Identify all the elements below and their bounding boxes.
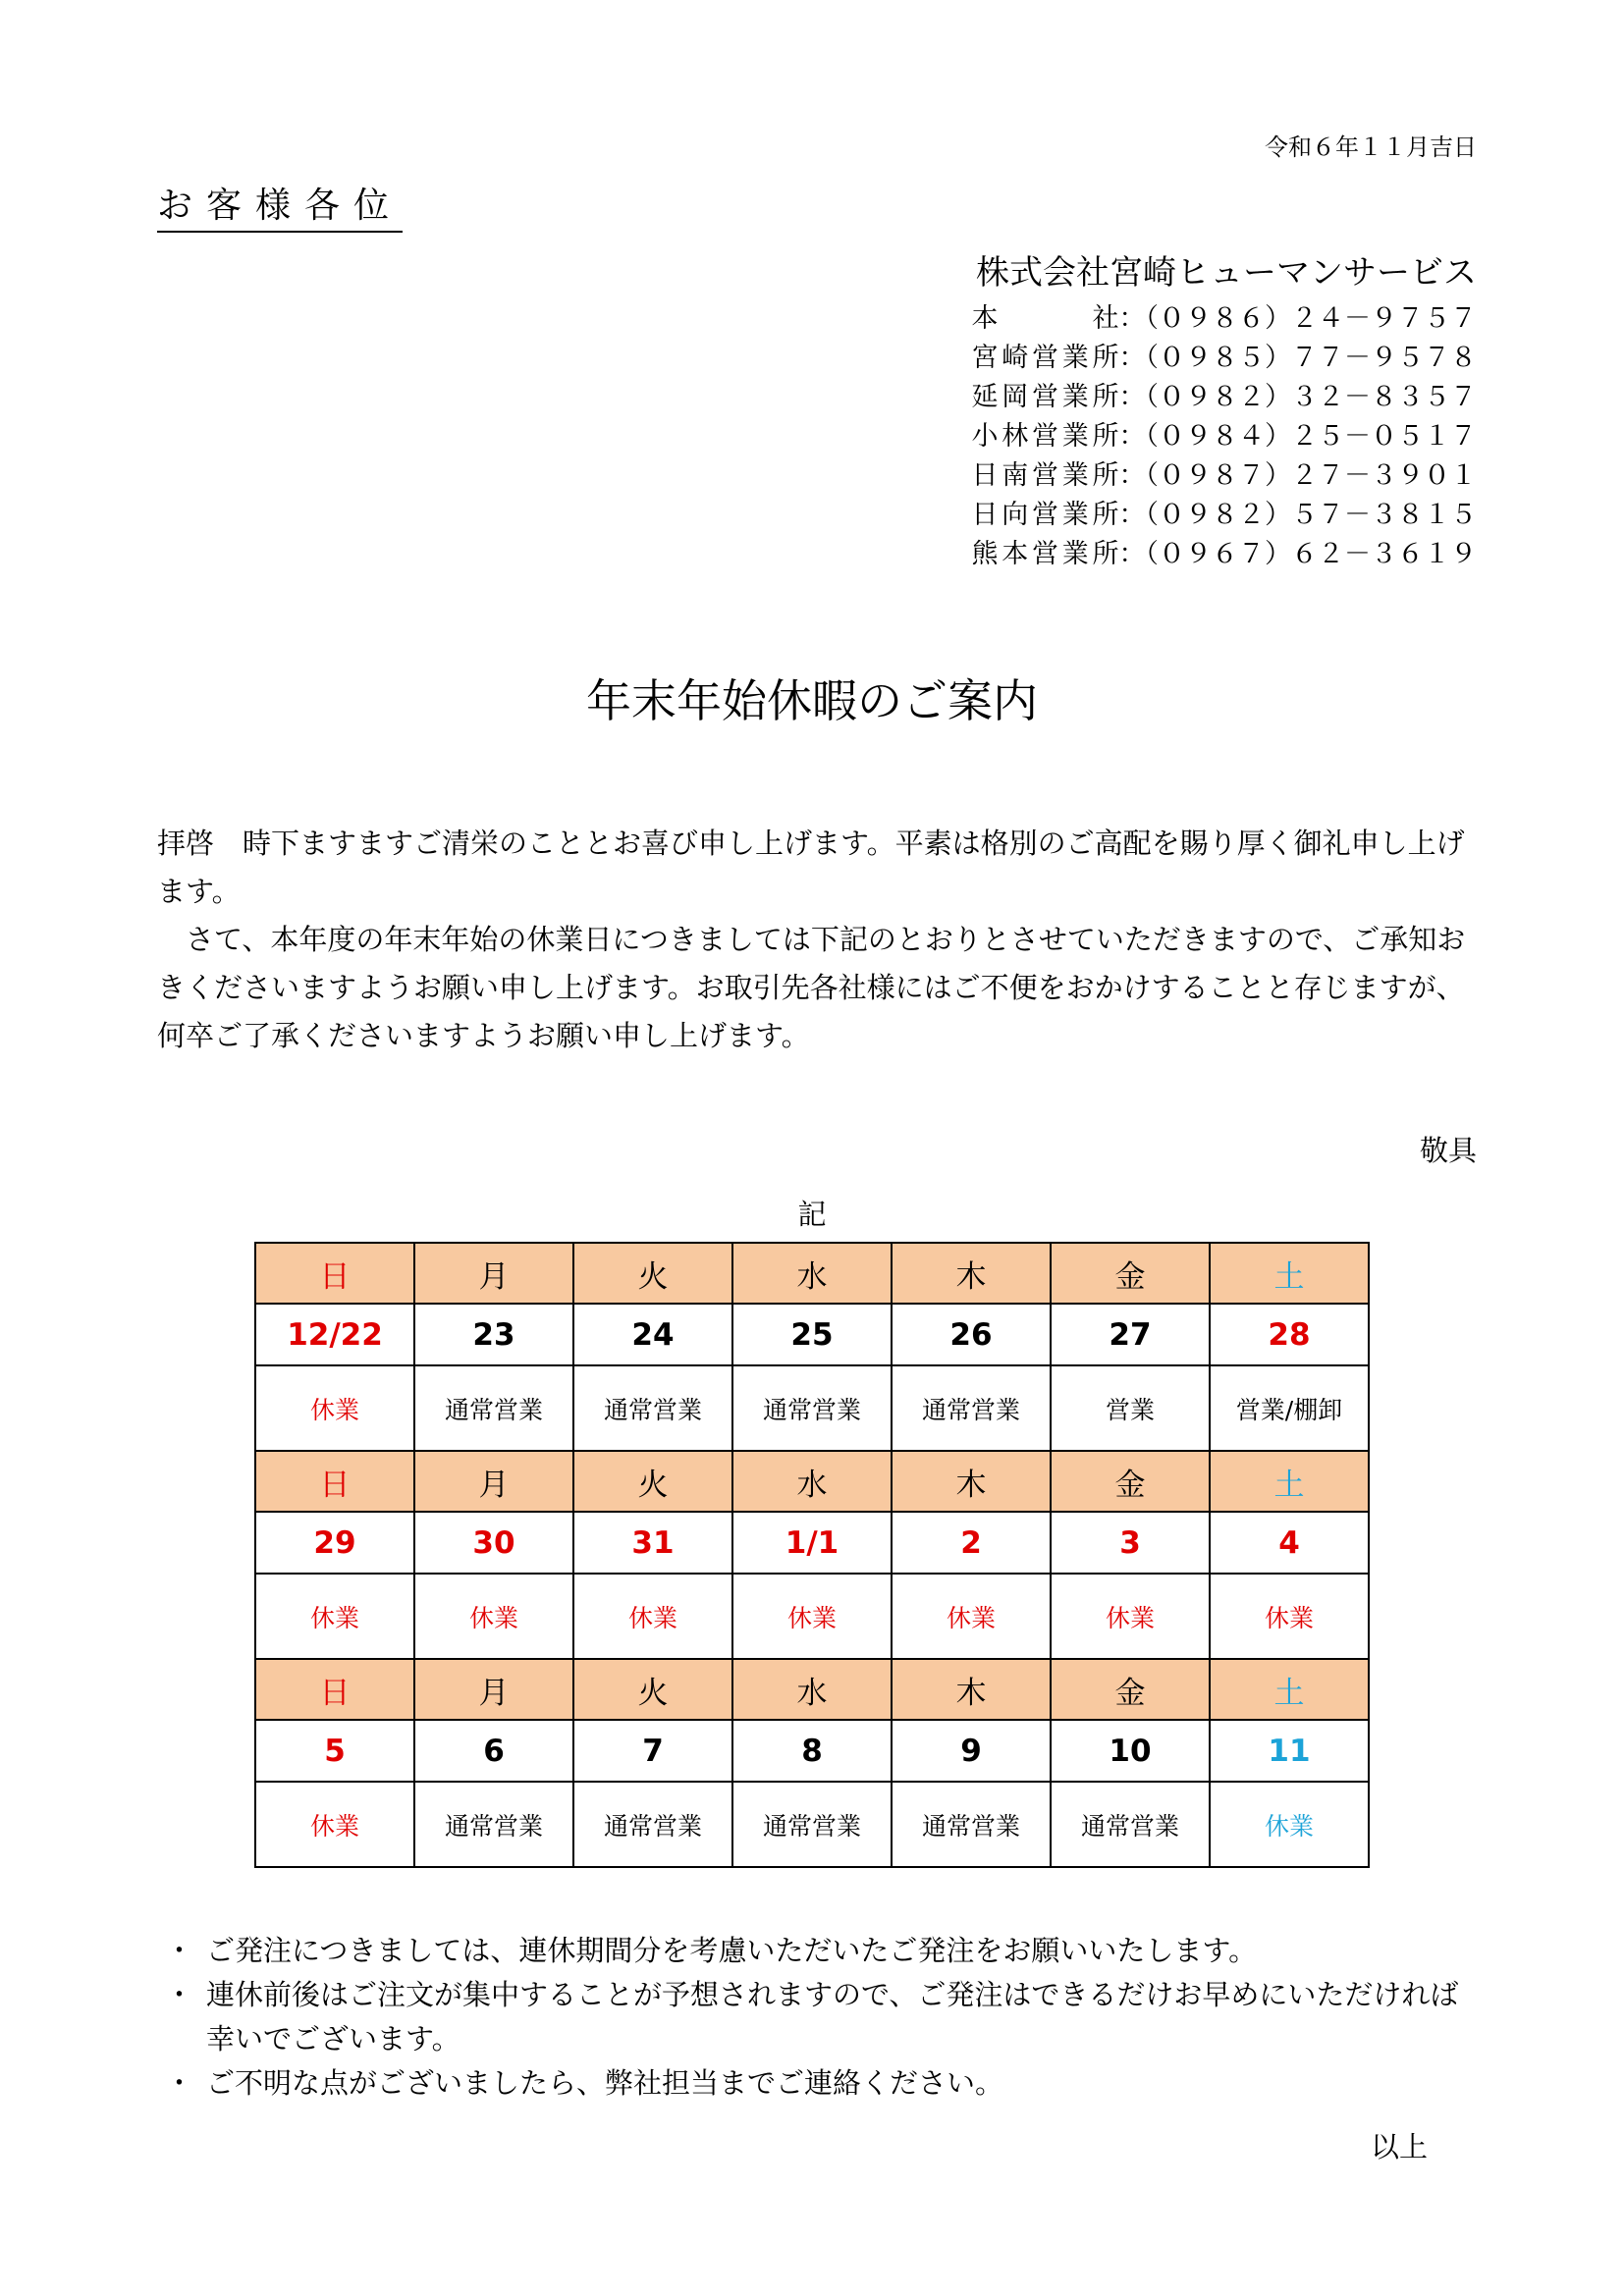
closing-ijou: 以上	[1370, 2130, 1428, 2163]
office-name: 日向営業所	[971, 500, 1119, 530]
status-cell: 休業	[255, 1574, 414, 1659]
status-row	[255, 1365, 1369, 1451]
note-item	[157, 1973, 1478, 2061]
weekday-cell: 水	[732, 1243, 892, 1304]
office-row	[972, 417, 1478, 456]
status-cell: 休業	[732, 1574, 892, 1659]
holiday-calendar-table	[254, 1242, 1370, 1868]
weekday-cell: 月	[414, 1243, 573, 1304]
office-name: 本 社	[971, 303, 1119, 334]
status-cell: 通常営業	[414, 1365, 573, 1451]
note-item	[157, 1929, 1478, 1973]
status-cell: 休業	[1051, 1574, 1210, 1659]
date-row	[255, 1720, 1369, 1782]
weekday-cell: 水	[732, 1451, 892, 1512]
office-row	[972, 378, 1478, 417]
document-title: 年末年始休暇のご案内	[586, 674, 1038, 727]
bullet: ・	[165, 2066, 194, 2100]
weekday-cell: 火	[573, 1659, 732, 1720]
weekday-cell: 日	[255, 1243, 414, 1304]
weekday-cell: 木	[892, 1659, 1051, 1720]
status-cell: 通常営業	[892, 1782, 1051, 1867]
office-row	[972, 299, 1478, 339]
status-cell: 休業	[414, 1574, 573, 1659]
status-cell: 通常営業	[573, 1365, 732, 1451]
date-cell: 23	[414, 1304, 573, 1365]
ki-heading: 記	[797, 1198, 827, 1231]
weekday-cell: 土	[1210, 1659, 1369, 1720]
status-cell: 通常営業	[414, 1782, 573, 1867]
office-name: 小林営業所	[971, 421, 1119, 452]
note-text: ご発注につきましては、連休期間分を考慮いただいたご発注をお願いいたします。	[206, 1934, 1258, 1967]
status-row	[255, 1782, 1369, 1867]
office-phone: ：（０９６７）６２－３６１９	[1118, 539, 1477, 569]
office-name: 延岡営業所	[971, 382, 1119, 412]
date-cell: 1/1	[732, 1512, 892, 1574]
date-cell: 31	[573, 1512, 732, 1574]
status-cell: 営業/棚卸	[1210, 1365, 1369, 1451]
office-name: 宮崎営業所	[971, 343, 1119, 373]
date-cell: 8	[732, 1720, 892, 1782]
status-cell: 通常営業	[732, 1782, 892, 1867]
note-text: ご不明な点がございましたら、弊社担当までご連絡ください。	[206, 2066, 1004, 2100]
office-name: 熊本営業所	[971, 539, 1119, 569]
weekday-cell: 木	[892, 1243, 1051, 1304]
office-contact-list	[972, 299, 1478, 574]
date-cell: 5	[255, 1720, 414, 1782]
office-phone: ：（０９８２）５７－３８１５	[1118, 500, 1477, 530]
date-cell: 4	[1210, 1512, 1369, 1574]
weekday-header-row	[255, 1659, 1369, 1720]
status-cell: 休業	[1210, 1782, 1369, 1867]
weekday-cell: 日	[255, 1451, 414, 1512]
date-cell: 29	[255, 1512, 414, 1574]
date-cell: 9	[892, 1720, 1051, 1782]
greeting-paragraph: 拝啓 時下ますますご清栄のこととお喜び申し上げます。平素は格別のご高配を賜り厚く御礼申し上げます。	[157, 827, 1465, 908]
office-row	[972, 535, 1478, 574]
bullet: ・	[165, 1934, 194, 1967]
date-cell: 7	[573, 1720, 732, 1782]
note-text: 連休前後はご注文が集中することが予想されますので、ご発注はできるだけお早めにいただければ幸いでございます。	[206, 1978, 1459, 2056]
date-cell: 6	[414, 1720, 573, 1782]
document-date: 令和６年１１月吉日	[1265, 133, 1477, 161]
date-row	[255, 1304, 1369, 1365]
weekday-cell: 火	[573, 1451, 732, 1512]
office-row	[972, 496, 1478, 535]
weekday-cell: 土	[1210, 1243, 1369, 1304]
weekday-cell: 土	[1210, 1451, 1369, 1512]
weekday-cell: 金	[1051, 1659, 1210, 1720]
date-cell: 11	[1210, 1720, 1369, 1782]
weekday-cell: 木	[892, 1451, 1051, 1512]
recipient-heading: お客様各位	[157, 185, 403, 233]
notes-list	[157, 1929, 1478, 2106]
date-cell: 24	[573, 1304, 732, 1365]
date-cell: 25	[732, 1304, 892, 1365]
body-text	[157, 820, 1478, 1060]
weekday-cell: 日	[255, 1659, 414, 1720]
weekday-cell: 水	[732, 1659, 892, 1720]
weekday-header-row	[255, 1243, 1369, 1304]
office-row	[972, 456, 1478, 496]
status-cell: 通常営業	[573, 1782, 732, 1867]
weekday-header-row	[255, 1451, 1369, 1512]
notice-paragraph: さて、本年度の年末年始の休業日につきましては下記のとおりとさせていただきますので、ご承知おきくださいますようお願い申し上げます。お取引先各社様にはご不便をおかけすることと存じますが、何卒ご了承くださいますようお願い申し上げます。	[157, 923, 1466, 1052]
status-row	[255, 1574, 1369, 1659]
office-phone: ：（０９８６）２４－９７５７	[1118, 303, 1477, 334]
status-cell: 休業	[255, 1782, 414, 1867]
date-cell: 27	[1051, 1304, 1210, 1365]
weekday-cell: 火	[573, 1243, 732, 1304]
status-cell: 休業	[1210, 1574, 1369, 1659]
date-cell: 26	[892, 1304, 1051, 1365]
office-phone: ：（０９８４）２５－０５１７	[1118, 421, 1477, 452]
date-cell: 12/22	[255, 1304, 414, 1365]
date-cell: 2	[892, 1512, 1051, 1574]
date-cell: 30	[414, 1512, 573, 1574]
weekday-cell: 金	[1051, 1243, 1210, 1304]
status-cell: 営業	[1051, 1365, 1210, 1451]
bullet: ・	[165, 1978, 194, 2011]
office-phone: ：（０９８２）３２－８３５７	[1118, 382, 1477, 412]
weekday-cell: 金	[1051, 1451, 1210, 1512]
date-cell: 3	[1051, 1512, 1210, 1574]
status-cell: 通常営業	[892, 1365, 1051, 1451]
office-row	[972, 339, 1478, 378]
weekday-cell: 月	[414, 1451, 573, 1512]
status-cell: 休業	[892, 1574, 1051, 1659]
date-cell: 28	[1210, 1304, 1369, 1365]
office-phone: ：（０９８７）２７－３９０１	[1118, 460, 1477, 491]
status-cell: 通常営業	[1051, 1782, 1210, 1867]
office-name: 日南営業所	[971, 460, 1119, 491]
status-cell: 休業	[573, 1574, 732, 1659]
status-cell: 通常営業	[732, 1365, 892, 1451]
note-item	[157, 2061, 1478, 2106]
closing-keigu: 敬具	[1419, 1134, 1477, 1167]
weekday-cell: 月	[414, 1659, 573, 1720]
status-cell: 休業	[255, 1365, 414, 1451]
office-phone: ：（０９８５）７７－９５７８	[1118, 343, 1477, 373]
company-name: 株式会社宮崎ヒューマンサービス	[976, 253, 1477, 293]
date-cell: 10	[1051, 1720, 1210, 1782]
date-row	[255, 1512, 1369, 1574]
